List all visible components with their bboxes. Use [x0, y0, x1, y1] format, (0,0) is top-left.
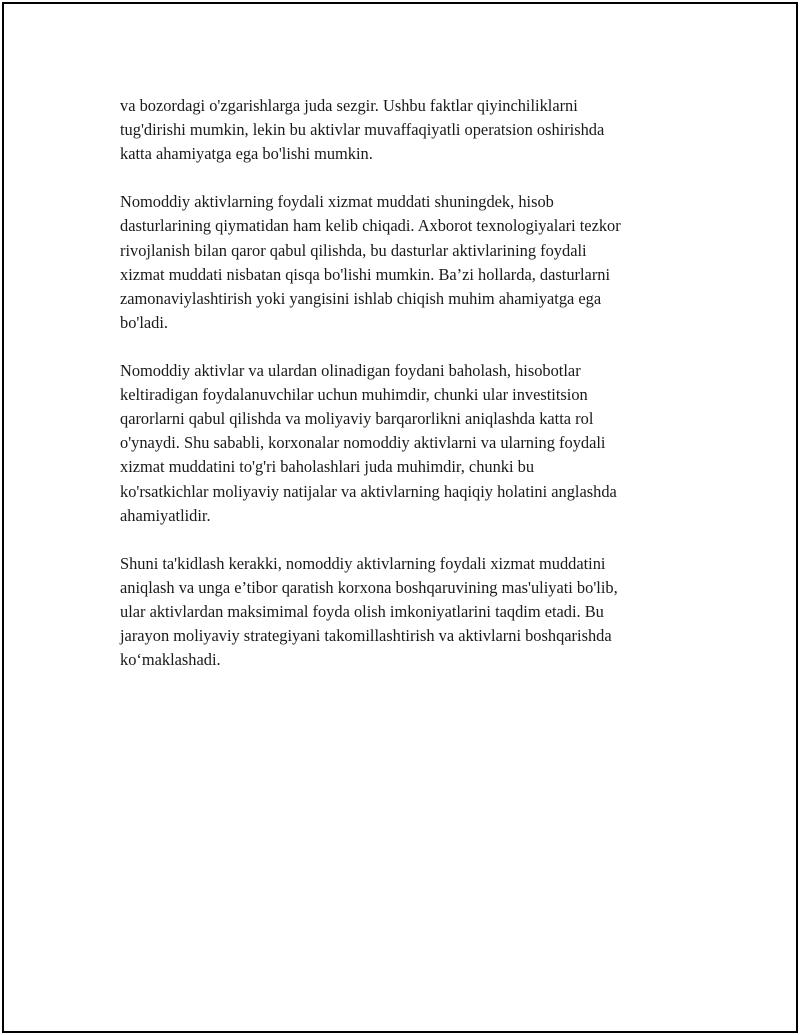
document-body [120, 94, 690, 696]
paragraph-2 [120, 190, 690, 335]
text-line: Nomoddiy aktivlar va ulardan olinadigan foydani baholash, hisobotlar [120, 361, 581, 381]
text-line: dasturlarining qiymatidan ham kelib chiqadi. Axborot texnologiyalari tezkor [120, 216, 621, 236]
text-line: jarayon moliyaviy strategiyani takomillashtirish va aktivlarni boshqarishda [120, 626, 612, 646]
text-line: Nomoddiy aktivlarning foydali xizmat muddati shuningdek, hisob [120, 192, 554, 212]
text-line: qarorlarni qabul qilishda va moliyaviy barqarorlikni aniqlashda katta rol [120, 409, 594, 429]
text-line: katta ahamiyatga ega bo'lishi mumkin. [120, 144, 373, 164]
text-line: va bozordagi o'zgarishlarga juda sezgir. Ushbu faktlar qiyinchiliklarni [120, 96, 578, 115]
paragraph-1 [120, 94, 690, 166]
text-line: aniqlash va unga e’tibor qaratish korxona boshqaruvining mas'uliyati bo'lib, [120, 577, 618, 597]
text-line: keltiradigan foydalanuvchilar uchun muhimdir, chunki ular investitsion [120, 385, 588, 405]
text-line: koʻmaklashadi. [120, 650, 221, 670]
text-line: xizmat muddati nisbatan qisqa bo'lishi mumkin. Ba’zi hollarda, dasturlarni [120, 264, 611, 284]
text-line: rivojlanish bilan qaror qabul qilishda, bu dasturlar aktivlarining foydali [120, 240, 587, 260]
text-line: ahamiyatlidir. [120, 505, 211, 525]
text-line: tug'dirishi mumkin, lekin bu aktivlar muvaffaqiyatli operatsion oshirishda [120, 120, 605, 140]
text-line: bo'ladi. [120, 312, 169, 332]
text-line: ko'rsatkichlar moliyaviy natijalar va aktivlarning haqiqiy holatini anglashda [120, 481, 617, 501]
text-line: o'ynaydi. Shu sababli, korxonalar nomoddiy aktivlarni va ularning foydali [120, 433, 606, 453]
text-line: Shuni ta'kidlash kerakki, nomoddiy aktivlarning foydali xizmat muddatini [120, 553, 606, 573]
paragraph-3 [120, 359, 690, 528]
text-line: zamonaviylashtirish yoki yangisini ishlab chiqish muhim ahamiyatga ega [120, 288, 602, 308]
paragraph-4 [120, 552, 690, 672]
text-line: xizmat muddatini to'g'ri baholashlari juda muhimdir, chunki bu [120, 457, 535, 477]
page-border [2, 2, 798, 1033]
text-line: ular aktivlardan maksimimal foyda olish imkoniyatlarini taqdim etadi. Bu [120, 601, 604, 621]
